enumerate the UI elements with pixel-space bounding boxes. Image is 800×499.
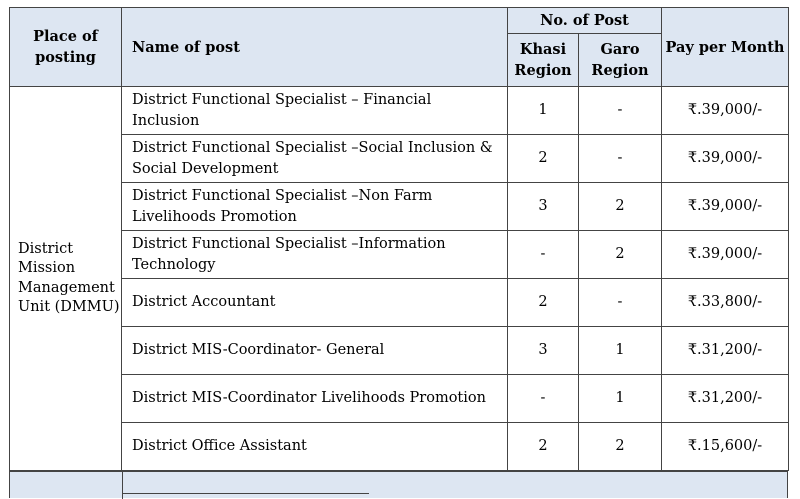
post-name: District Office Assistant <box>122 423 508 471</box>
khasi-count: 2 <box>508 423 579 471</box>
garo-count: 2 <box>579 423 662 471</box>
post-name: District Functional Specialist –Social Inclusion & Social Development <box>122 135 508 183</box>
header-name-of-post: Name of post <box>122 8 508 87</box>
pay-amount: ₹.39,000/- <box>662 183 789 231</box>
post-name: District Functional Specialist –Information Technology <box>122 231 508 279</box>
garo-count: 1 <box>579 327 662 375</box>
table-row <box>10 87 789 135</box>
pay-amount: ₹.31,200/- <box>662 327 789 375</box>
post-name: District Functional Specialist –Non Farm Livelihoods Promotion <box>122 183 508 231</box>
garo-count: 2 <box>579 183 662 231</box>
table-row <box>10 279 789 327</box>
table-row <box>10 327 789 375</box>
pay-amount: ₹.39,000/- <box>662 231 789 279</box>
garo-count: 2 <box>579 231 662 279</box>
table-row <box>10 423 789 471</box>
khasi-count: - <box>508 375 579 423</box>
pay-amount: ₹.15,600/- <box>662 423 789 471</box>
divider-line <box>123 493 369 494</box>
header-place-of-posting: Place of posting <box>10 8 122 87</box>
khasi-count: 3 <box>508 183 579 231</box>
pay-amount: ₹.39,000/- <box>662 87 789 135</box>
table-row <box>10 375 789 423</box>
khasi-count: 2 <box>508 279 579 327</box>
khasi-count: - <box>508 231 579 279</box>
khasi-count: 2 <box>508 135 579 183</box>
posts-table <box>9 7 789 471</box>
header-no-of-post: No. of Post <box>508 8 662 34</box>
header-garo-region: Garo Region <box>579 34 662 87</box>
post-name: District Functional Specialist – Financial Inclusion <box>122 87 508 135</box>
table-row <box>10 135 789 183</box>
pay-amount: ₹.39,000/- <box>662 135 789 183</box>
khasi-count: 3 <box>508 327 579 375</box>
garo-count: 1 <box>579 375 662 423</box>
garo-count: - <box>579 135 662 183</box>
garo-count: - <box>579 279 662 327</box>
pay-amount: ₹.31,200/- <box>662 375 789 423</box>
post-name: District MIS-Coordinator- General <box>122 327 508 375</box>
header-khasi-region: Khasi Region <box>508 34 579 87</box>
header-pay-per-month: Pay per Month <box>662 8 789 87</box>
place-of-posting-cell: District Mission Management Unit (DMMU) <box>10 87 122 471</box>
post-name: District MIS-Coordinator Livelihoods Promotion <box>122 375 508 423</box>
table-row <box>10 183 789 231</box>
column-divider <box>122 472 123 499</box>
table-row <box>10 231 789 279</box>
next-table-header-strip <box>9 471 788 498</box>
khasi-count: 1 <box>508 87 579 135</box>
post-name: District Accountant <box>122 279 508 327</box>
garo-count: - <box>579 87 662 135</box>
pay-amount: ₹.33,800/- <box>662 279 789 327</box>
